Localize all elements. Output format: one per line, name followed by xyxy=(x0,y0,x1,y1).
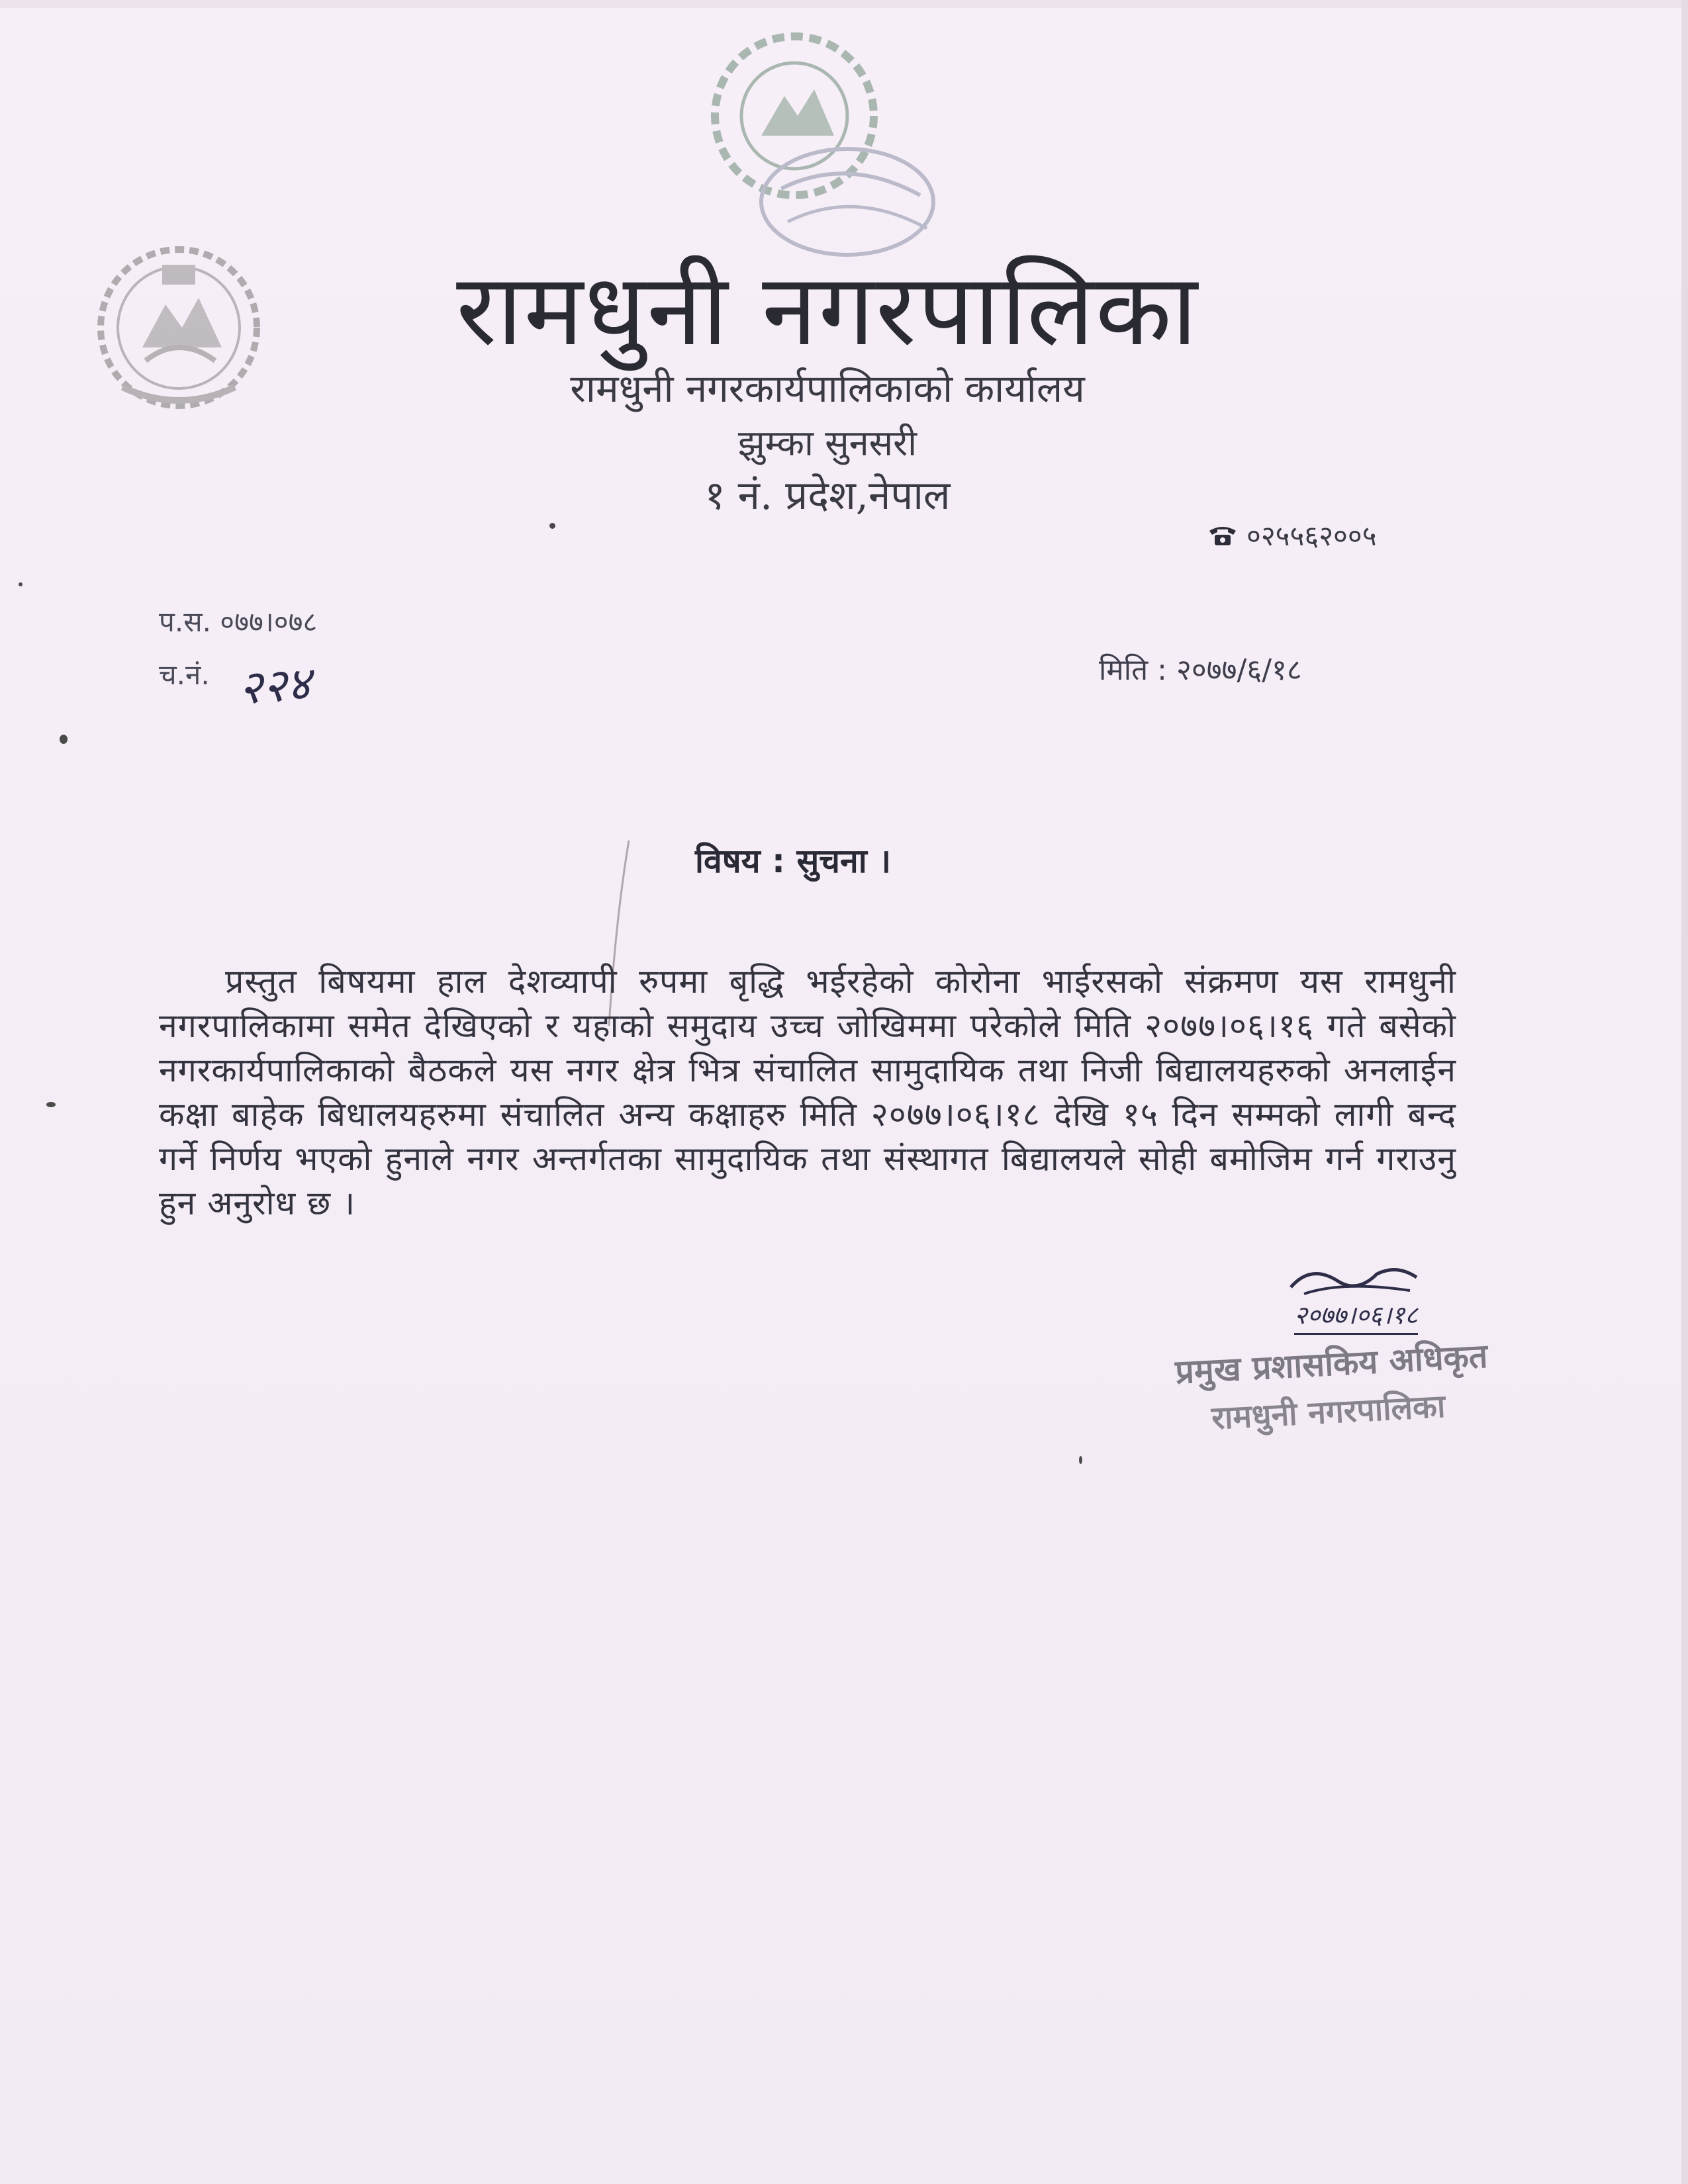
scan-speck xyxy=(46,1102,56,1107)
scan-speck xyxy=(60,735,68,744)
officer-stamp-office: रामधुनी नगरपालिका xyxy=(1210,1387,1446,1437)
scan-edge-top xyxy=(0,0,1688,8)
province-line: १ नं. प्रदेश,नेपाल xyxy=(704,473,951,519)
chalani-number: २२४ xyxy=(236,656,313,715)
scan-edge-right xyxy=(1681,0,1688,2184)
officer-stamp-title: प्रमुख प्रशासकिय अधिकृत xyxy=(1174,1336,1489,1392)
patra-sankhya: प.स. ०७७।०७८ xyxy=(159,606,318,638)
subject-line: विषय : सुचना । xyxy=(695,842,892,880)
scan-speck xyxy=(549,523,555,529)
signature-date: २०७७।०६।१८ xyxy=(1294,1297,1418,1335)
chalani-label: च.नं. xyxy=(159,659,210,691)
scan-speck xyxy=(1079,1456,1082,1464)
office-address: झुम्का सुनसरी xyxy=(737,422,917,464)
nepal-emblem-icon xyxy=(83,235,275,420)
scan-speck xyxy=(19,582,23,586)
letter-date: मिति : २०७७/६/१८ xyxy=(1099,653,1302,687)
phone-line xyxy=(1208,516,1377,554)
municipality-title: रामधुनी नगरपालिका xyxy=(456,253,1199,368)
notice-body: प्रस्तुत बिषयमा हाल देशव्यापी रुपमा बृद्धि भईरहेको कोरोना भाईरसको संक्रमण यस रामधुनी नगरपालिकामा समेत देखिएको र यहाको समुदाय उच्च जोखिममा परेकोले मिति २०७७।०६।१६ गते बसेको नगरकार्यपालिकाको बैठकले यस नगर क्षेत्र भित्र संचालित सामुदायिक तथा निजी बिद्यालयहरुको अनलाईन कक्षा बाहेक बिधालयहरुमा संचालित अन्य कक्षाहरु मिति २०७७।०६।१८ देखि १५ दिन सम्मको लागी बन्द गर्ने निर्णय भएको हुनाले नगर अन्तर्गतका सामुदायिक तथा संस्थागत बिद्यालयले सोही बमोजिम गर्न गराउनु हुन अनुरोध छ । xyxy=(159,962,1456,1222)
office-name: रामधुनी नगरकार्यपालिकाको कार्यालय xyxy=(570,366,1085,411)
telephone-icon xyxy=(1208,524,1237,547)
phone-number: ०२५५६२००५ xyxy=(1246,520,1377,552)
